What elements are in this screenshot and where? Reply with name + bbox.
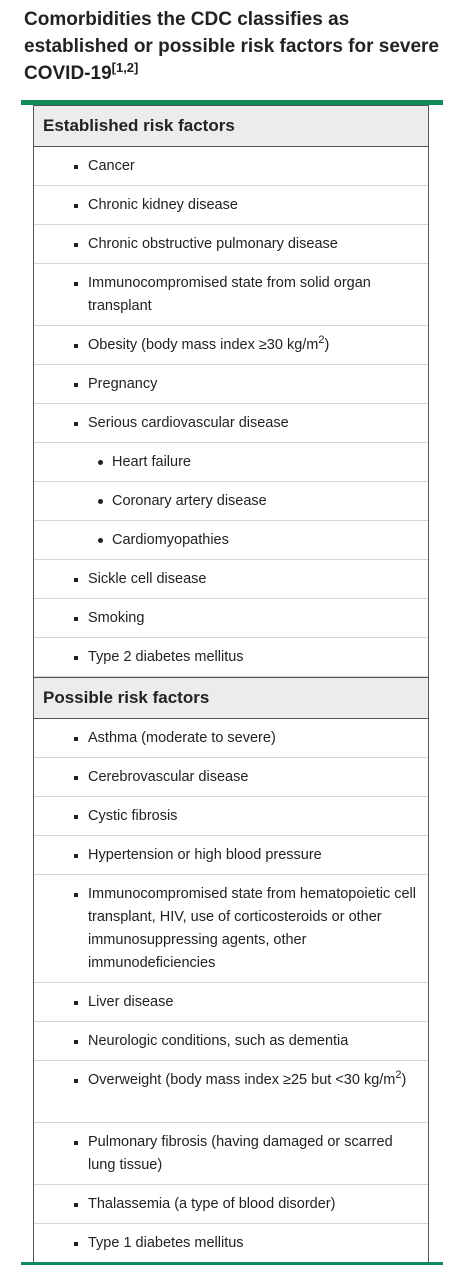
risk-factors-table bbox=[33, 105, 429, 1263]
row-text bbox=[88, 1069, 420, 1092]
square-bullet-icon bbox=[74, 412, 88, 435]
round-bullet-icon bbox=[98, 490, 112, 513]
square-bullet-icon bbox=[74, 272, 88, 295]
section-header: Possible risk factors bbox=[34, 677, 428, 719]
square-bullet-icon bbox=[74, 991, 88, 1014]
row-text-main: Pregnancy bbox=[88, 376, 158, 392]
row-text bbox=[88, 607, 420, 630]
row-text bbox=[88, 272, 420, 318]
table-row bbox=[34, 1224, 428, 1263]
row-text bbox=[88, 1131, 420, 1177]
row-text bbox=[88, 1232, 420, 1255]
row-text bbox=[88, 412, 420, 435]
row-text-main: Overweight (body mass index ≥25 but <30 kg/m bbox=[88, 1072, 396, 1088]
row-text-main: Cystic fibrosis bbox=[88, 808, 178, 824]
row-text bbox=[88, 646, 420, 669]
row-text-main: Cardiomyopathies bbox=[112, 532, 229, 548]
square-bullet-icon bbox=[74, 194, 88, 217]
table-row bbox=[34, 983, 428, 1022]
row-superscript: 2 bbox=[318, 334, 325, 346]
row-superscript: 2 bbox=[395, 1069, 402, 1081]
row-text bbox=[88, 883, 420, 975]
row-text bbox=[88, 766, 420, 789]
page-title bbox=[24, 6, 444, 87]
row-text bbox=[112, 529, 420, 552]
row-text-main: Smoking bbox=[88, 610, 145, 626]
row-text bbox=[88, 233, 420, 256]
row-text bbox=[112, 451, 420, 474]
table-row bbox=[34, 404, 428, 443]
row-text bbox=[88, 373, 420, 396]
table-row bbox=[34, 797, 428, 836]
table-row bbox=[34, 1123, 428, 1185]
table-row bbox=[34, 225, 428, 264]
table-row bbox=[34, 638, 428, 677]
row-text bbox=[88, 1193, 420, 1216]
row-text bbox=[88, 727, 420, 750]
row-text-main: Immunocompromised state from solid organ transplant bbox=[88, 275, 371, 314]
row-text-suffix: ) bbox=[324, 337, 330, 353]
row-text bbox=[88, 194, 420, 217]
square-bullet-icon bbox=[74, 766, 88, 789]
square-bullet-icon bbox=[74, 1069, 88, 1092]
row-text-main: Obesity (body mass index ≥30 kg/m bbox=[88, 337, 319, 353]
square-bullet-icon bbox=[74, 1131, 88, 1154]
row-text bbox=[88, 155, 420, 178]
row-text-main: Thalassemia (a type of blood disorder) bbox=[88, 1196, 336, 1212]
square-bullet-icon bbox=[74, 155, 88, 178]
row-text bbox=[88, 1030, 420, 1053]
row-text-main: Immunocompromised state from hematopoietic cell transplant, HIV, use of corticosteroids or other immunosuppressing agents, other immunodeficiencies bbox=[88, 886, 416, 971]
row-text-main: Neurologic conditions, such as dementia bbox=[88, 1033, 349, 1049]
row-text-main: Heart failure bbox=[112, 454, 191, 470]
table-row bbox=[34, 521, 428, 560]
square-bullet-icon bbox=[74, 646, 88, 669]
table-row bbox=[34, 147, 428, 186]
table-row bbox=[34, 264, 428, 326]
row-text-main: Sickle cell disease bbox=[88, 571, 207, 587]
table-row bbox=[34, 875, 428, 983]
row-text bbox=[88, 805, 420, 828]
table-row bbox=[34, 1022, 428, 1061]
row-text-main: Coronary artery disease bbox=[112, 493, 267, 509]
square-bullet-icon bbox=[74, 373, 88, 396]
row-text-main: Asthma (moderate to severe) bbox=[88, 730, 276, 746]
row-text bbox=[112, 490, 420, 513]
table-row bbox=[34, 1185, 428, 1224]
table-row bbox=[34, 758, 428, 797]
row-text-main: Pulmonary fibrosis (having damaged or scarred lung tissue) bbox=[88, 1134, 393, 1173]
row-text bbox=[88, 334, 420, 357]
table-row bbox=[34, 186, 428, 225]
row-text bbox=[88, 991, 420, 1014]
table-row bbox=[34, 836, 428, 875]
section-header: Established risk factors bbox=[34, 105, 428, 147]
square-bullet-icon bbox=[74, 805, 88, 828]
round-bullet-icon bbox=[98, 451, 112, 474]
square-bullet-icon bbox=[74, 568, 88, 591]
row-text bbox=[88, 844, 420, 867]
square-bullet-icon bbox=[74, 1232, 88, 1255]
square-bullet-icon bbox=[74, 334, 88, 357]
row-text-main: Chronic kidney disease bbox=[88, 197, 238, 213]
row-text-main: Chronic obstructive pulmonary disease bbox=[88, 236, 338, 252]
row-text-main: Cerebrovascular disease bbox=[88, 769, 249, 785]
square-bullet-icon bbox=[74, 727, 88, 750]
title-references[interactable]: [1,2] bbox=[111, 60, 139, 75]
square-bullet-icon bbox=[74, 844, 88, 867]
row-text-main: Cancer bbox=[88, 158, 135, 174]
round-bullet-icon bbox=[98, 529, 112, 552]
row-text-main: Type 1 diabetes mellitus bbox=[88, 1235, 244, 1251]
square-bullet-icon bbox=[74, 1030, 88, 1053]
row-text-main: Hypertension or high blood pressure bbox=[88, 847, 322, 863]
table-row bbox=[34, 719, 428, 758]
title-text: Comorbidities the CDC classifies as established or possible risk factors for severe COVID-19 bbox=[24, 9, 440, 84]
row-text-main: Serious cardiovascular disease bbox=[88, 415, 289, 431]
table-row bbox=[34, 599, 428, 638]
table-bottom-rule bbox=[21, 1262, 443, 1265]
table-row bbox=[34, 1061, 428, 1123]
table-row bbox=[34, 326, 428, 365]
row-text-main: Type 2 diabetes mellitus bbox=[88, 649, 244, 665]
square-bullet-icon bbox=[74, 607, 88, 630]
row-text-main: Liver disease bbox=[88, 994, 174, 1010]
square-bullet-icon bbox=[74, 233, 88, 256]
table-row bbox=[34, 560, 428, 599]
square-bullet-icon bbox=[74, 1193, 88, 1216]
row-text-suffix: ) bbox=[401, 1072, 407, 1088]
table-row bbox=[34, 365, 428, 404]
square-bullet-icon bbox=[74, 883, 88, 906]
table-row bbox=[34, 482, 428, 521]
row-text bbox=[88, 568, 420, 591]
table-row bbox=[34, 443, 428, 482]
